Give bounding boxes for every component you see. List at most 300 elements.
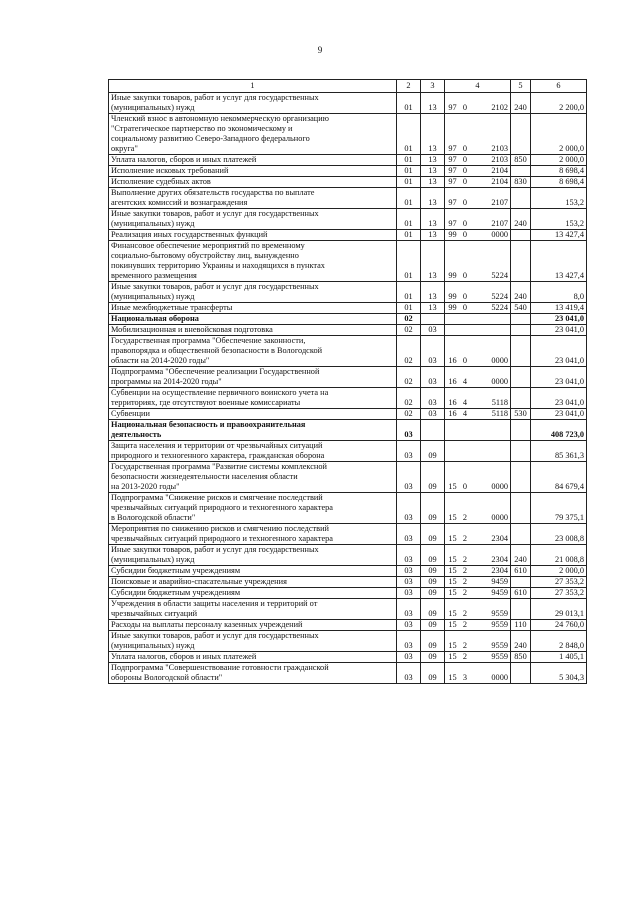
row-expense-type: 610 xyxy=(511,588,531,599)
row-expense-type xyxy=(511,663,531,684)
row-expense-type: 850 xyxy=(511,155,531,166)
target-direction: 2304 xyxy=(491,555,508,564)
target-direction: 2104 xyxy=(491,177,508,186)
row-name: Национальная безопасность и правоохранительная деятельность xyxy=(109,420,397,441)
row-name: Подпрограмма "Обеспечение реализации Государственной программы на 2014-2020 годы" xyxy=(109,367,397,388)
table-row xyxy=(109,166,587,177)
row-expense-type: 530 xyxy=(511,409,531,420)
row-expense-type xyxy=(511,388,531,409)
row-razdel: 01 xyxy=(397,177,421,188)
row-razdel: 03 xyxy=(397,620,421,631)
row-expense-type xyxy=(511,524,531,545)
row-podrazdel: 13 xyxy=(421,209,445,230)
target-program: 97 xyxy=(448,144,457,153)
row-target-article xyxy=(445,441,511,462)
row-podrazdel: 09 xyxy=(421,545,445,566)
target-direction: 9459 xyxy=(491,577,508,586)
target-subprogram: 0 xyxy=(462,271,468,280)
row-amount: 2 200,0 xyxy=(531,93,587,114)
row-amount: 408 723,0 xyxy=(531,420,587,441)
table-row xyxy=(109,114,587,155)
target-program: 99 xyxy=(448,271,457,280)
target-subprogram: 2 xyxy=(462,620,468,629)
target-program: 15 xyxy=(448,513,457,522)
row-razdel: 01 xyxy=(397,282,421,303)
header-col-1: 1 xyxy=(109,80,397,93)
row-razdel: 01 xyxy=(397,93,421,114)
row-target-article xyxy=(445,420,511,441)
target-program: 16 xyxy=(448,356,457,365)
row-amount: 153,2 xyxy=(531,209,587,230)
row-target-article xyxy=(445,325,511,336)
table-row xyxy=(109,367,587,388)
row-name: Мероприятия по снижению рисков и смягчению последствий чрезвычайных ситуаций природного и техногенного характера xyxy=(109,524,397,545)
row-target-article xyxy=(445,336,511,367)
row-name: Выполнение других обязательств государства по выплате агентских комиссий и вознаграждения xyxy=(109,188,397,209)
row-podrazdel: 13 xyxy=(421,177,445,188)
row-name: Субвенции на осуществление первичного воинского учета на территориях, где отсутствуют военные комиссариаты xyxy=(109,388,397,409)
row-target-article xyxy=(445,93,511,114)
row-razdel: 01 xyxy=(397,114,421,155)
row-razdel: 03 xyxy=(397,599,421,620)
target-subprogram: 2 xyxy=(462,609,468,618)
row-name: Подпрограмма "Совершенствование готовности гражданской обороны Вологодской области" xyxy=(109,663,397,684)
table-row xyxy=(109,462,587,493)
row-expense-type xyxy=(511,230,531,241)
row-podrazdel: 09 xyxy=(421,599,445,620)
row-expense-type xyxy=(511,114,531,155)
row-name: Субсидии бюджетным учреждениям xyxy=(109,566,397,577)
target-program: 15 xyxy=(448,555,457,564)
target-program: 15 xyxy=(448,534,457,543)
row-amount: 8,0 xyxy=(531,282,587,303)
target-subprogram: 2 xyxy=(462,641,468,650)
table-row xyxy=(109,303,587,314)
target-direction: 2103 xyxy=(491,155,508,164)
row-podrazdel: 09 xyxy=(421,631,445,652)
target-direction: 0000 xyxy=(491,482,508,491)
row-razdel: 03 xyxy=(397,663,421,684)
row-amount: 23 041,0 xyxy=(531,367,587,388)
table-row xyxy=(109,155,587,166)
row-name: Поисковые и аварийно-спасательные учреждения xyxy=(109,577,397,588)
row-podrazdel: 13 xyxy=(421,303,445,314)
row-expense-type: 830 xyxy=(511,177,531,188)
row-target-article xyxy=(445,566,511,577)
target-program: 15 xyxy=(448,641,457,650)
row-amount: 79 375,1 xyxy=(531,493,587,524)
row-razdel: 02 xyxy=(397,409,421,420)
target-subprogram: 0 xyxy=(462,292,468,301)
row-expense-type xyxy=(511,188,531,209)
row-name: Учреждения в области защиты населения и территорий от чрезвычайных ситуаций xyxy=(109,599,397,620)
row-amount: 85 361,3 xyxy=(531,441,587,462)
row-expense-type xyxy=(511,441,531,462)
target-direction: 0000 xyxy=(491,230,508,239)
row-target-article xyxy=(445,663,511,684)
row-target-article xyxy=(445,241,511,282)
row-podrazdel xyxy=(421,420,445,441)
row-name: Субвенции xyxy=(109,409,397,420)
row-expense-type xyxy=(511,577,531,588)
target-direction: 2102 xyxy=(491,103,508,112)
target-direction: 2304 xyxy=(491,534,508,543)
row-expense-type xyxy=(511,314,531,325)
row-expense-type xyxy=(511,241,531,282)
target-program: 99 xyxy=(448,303,457,312)
row-target-article xyxy=(445,599,511,620)
row-podrazdel: 03 xyxy=(421,336,445,367)
row-target-article xyxy=(445,230,511,241)
row-amount: 24 760,0 xyxy=(531,620,587,631)
row-podrazdel: 09 xyxy=(421,524,445,545)
row-razdel: 03 xyxy=(397,588,421,599)
table-row xyxy=(109,93,587,114)
row-target-article xyxy=(445,652,511,663)
target-direction: 2107 xyxy=(491,198,508,207)
row-expense-type: 110 xyxy=(511,620,531,631)
target-direction: 2104 xyxy=(491,166,508,175)
row-expense-type: 540 xyxy=(511,303,531,314)
row-name: Иные закупки товаров, работ и услуг для государственных (муниципальных) нужд xyxy=(109,282,397,303)
row-podrazdel: 03 xyxy=(421,367,445,388)
row-expense-type: 240 xyxy=(511,209,531,230)
row-podrazdel: 13 xyxy=(421,93,445,114)
row-amount: 8 698,4 xyxy=(531,166,587,177)
row-target-article xyxy=(445,388,511,409)
target-subprogram: 2 xyxy=(462,588,468,597)
target-direction: 9459 xyxy=(491,588,508,597)
target-direction: 2107 xyxy=(491,219,508,228)
target-subprogram: 4 xyxy=(462,398,468,407)
row-podrazdel: 13 xyxy=(421,188,445,209)
row-amount: 27 353,2 xyxy=(531,577,587,588)
row-amount: 23 008,8 xyxy=(531,524,587,545)
table-row xyxy=(109,420,587,441)
header-col-2: 2 xyxy=(397,80,421,93)
table-row xyxy=(109,566,587,577)
row-amount: 2 000,0 xyxy=(531,114,587,155)
row-podrazdel xyxy=(421,314,445,325)
target-direction: 9559 xyxy=(491,652,508,661)
row-expense-type xyxy=(511,166,531,177)
target-subprogram: 2 xyxy=(462,513,468,522)
row-razdel: 03 xyxy=(397,420,421,441)
header-col-4: 4 xyxy=(445,80,511,93)
row-target-article xyxy=(445,114,511,155)
target-subprogram: 3 xyxy=(462,673,468,682)
row-razdel: 03 xyxy=(397,566,421,577)
target-subprogram: 0 xyxy=(462,177,468,186)
row-expense-type: 240 xyxy=(511,545,531,566)
row-expense-type: 240 xyxy=(511,631,531,652)
target-program: 15 xyxy=(448,482,457,491)
row-expense-type: 240 xyxy=(511,93,531,114)
row-name: Государственная программа "Обеспечение законности, правопорядка и общественной безопасности в Вологодской области на 2014-2020 годы" xyxy=(109,336,397,367)
row-razdel: 01 xyxy=(397,188,421,209)
row-target-article xyxy=(445,409,511,420)
row-podrazdel: 09 xyxy=(421,462,445,493)
row-podrazdel: 09 xyxy=(421,577,445,588)
target-subprogram: 0 xyxy=(462,198,468,207)
header-row xyxy=(109,80,587,93)
target-program: 16 xyxy=(448,409,457,418)
table-row xyxy=(109,188,587,209)
row-podrazdel: 13 xyxy=(421,114,445,155)
row-name: Реализация иных государственных функций xyxy=(109,230,397,241)
target-program: 97 xyxy=(448,103,457,112)
target-direction: 0000 xyxy=(491,356,508,365)
target-subprogram: 4 xyxy=(462,409,468,418)
row-target-article xyxy=(445,209,511,230)
row-podrazdel: 09 xyxy=(421,493,445,524)
row-target-article xyxy=(445,545,511,566)
target-subprogram: 0 xyxy=(462,219,468,228)
target-subprogram: 0 xyxy=(462,166,468,175)
row-podrazdel: 09 xyxy=(421,588,445,599)
target-subprogram: 0 xyxy=(462,230,468,239)
target-program: 16 xyxy=(448,377,457,386)
page-number: 9 xyxy=(317,45,323,55)
table-row xyxy=(109,493,587,524)
row-podrazdel: 13 xyxy=(421,166,445,177)
target-subprogram: 0 xyxy=(462,144,468,153)
row-name: Уплата налогов, сборов и иных платежей xyxy=(109,155,397,166)
row-target-article xyxy=(445,155,511,166)
table-row xyxy=(109,282,587,303)
row-amount: 84 679,4 xyxy=(531,462,587,493)
target-program: 15 xyxy=(448,566,457,575)
row-razdel: 01 xyxy=(397,230,421,241)
row-name: Иные закупки товаров, работ и услуг для государственных (муниципальных) нужд xyxy=(109,545,397,566)
row-razdel: 03 xyxy=(397,631,421,652)
row-name: Исполнение судебных актов xyxy=(109,177,397,188)
target-direction: 5118 xyxy=(491,409,508,418)
row-expense-type xyxy=(511,367,531,388)
table-row xyxy=(109,209,587,230)
row-name: Иные закупки товаров, работ и услуг для государственных (муниципальных) нужд xyxy=(109,209,397,230)
row-amount: 23 041,0 xyxy=(531,325,587,336)
table-row xyxy=(109,314,587,325)
target-program: 15 xyxy=(448,652,457,661)
target-subprogram: 2 xyxy=(462,577,468,586)
row-amount: 2 000,0 xyxy=(531,566,587,577)
target-direction: 9559 xyxy=(491,620,508,629)
row-name: Защита населения и территории от чрезвычайных ситуаций природного и техногенного характера, гражданская оборона xyxy=(109,441,397,462)
target-subprogram: 0 xyxy=(462,303,468,312)
row-name: Финансовое обеспечение мероприятий по временному социально-бытовому обустройству лиц, вынужденно покинувших территорию Украины и находящихся в пунктах временного размещения xyxy=(109,241,397,282)
row-name: Национальная оборона xyxy=(109,314,397,325)
target-program: 15 xyxy=(448,588,457,597)
table-row xyxy=(109,524,587,545)
row-podrazdel: 13 xyxy=(421,241,445,282)
row-razdel: 01 xyxy=(397,166,421,177)
row-razdel: 01 xyxy=(397,303,421,314)
row-podrazdel: 09 xyxy=(421,652,445,663)
table-row xyxy=(109,577,587,588)
target-program: 15 xyxy=(448,577,457,586)
row-razdel: 03 xyxy=(397,545,421,566)
row-razdel: 01 xyxy=(397,209,421,230)
budget-table xyxy=(108,79,587,684)
row-expense-type: 610 xyxy=(511,566,531,577)
row-podrazdel: 09 xyxy=(421,620,445,631)
row-razdel: 03 xyxy=(397,462,421,493)
target-subprogram: 0 xyxy=(462,103,468,112)
row-razdel: 02 xyxy=(397,336,421,367)
row-target-article xyxy=(445,588,511,599)
row-amount: 23 041,0 xyxy=(531,314,587,325)
target-program: 99 xyxy=(448,230,457,239)
target-subprogram: 0 xyxy=(462,482,468,491)
row-amount: 23 041,0 xyxy=(531,388,587,409)
row-name: Государственная программа "Развитие системы комплексной безопасности жизнедеятельности населения области на 2013-2020 годы" xyxy=(109,462,397,493)
row-target-article xyxy=(445,462,511,493)
table-body xyxy=(109,93,587,684)
row-target-article xyxy=(445,303,511,314)
row-razdel: 03 xyxy=(397,524,421,545)
row-podrazdel: 09 xyxy=(421,441,445,462)
row-razdel: 03 xyxy=(397,577,421,588)
table-row xyxy=(109,177,587,188)
row-name: Исполнение исковых требований xyxy=(109,166,397,177)
row-amount: 2 000,0 xyxy=(531,155,587,166)
row-expense-type xyxy=(511,420,531,441)
row-razdel: 03 xyxy=(397,441,421,462)
table-row xyxy=(109,652,587,663)
target-subprogram: 0 xyxy=(462,155,468,164)
row-amount: 29 013,1 xyxy=(531,599,587,620)
row-target-article xyxy=(445,177,511,188)
row-razdel: 01 xyxy=(397,155,421,166)
target-program: 97 xyxy=(448,155,457,164)
target-direction: 0000 xyxy=(491,513,508,522)
row-amount: 21 008,8 xyxy=(531,545,587,566)
row-amount: 13 427,4 xyxy=(531,230,587,241)
row-target-article xyxy=(445,577,511,588)
table-row xyxy=(109,545,587,566)
row-expense-type: 240 xyxy=(511,282,531,303)
row-podrazdel: 09 xyxy=(421,566,445,577)
target-subprogram: 0 xyxy=(462,356,468,365)
row-target-article xyxy=(445,620,511,631)
target-direction: 5224 xyxy=(491,292,508,301)
row-amount: 5 304,3 xyxy=(531,663,587,684)
table-row xyxy=(109,441,587,462)
target-program: 97 xyxy=(448,198,457,207)
row-amount: 2 848,0 xyxy=(531,631,587,652)
row-razdel: 02 xyxy=(397,388,421,409)
target-direction: 0000 xyxy=(491,377,508,386)
target-program: 15 xyxy=(448,673,457,682)
header-col-3: 3 xyxy=(421,80,445,93)
row-name: Субсидии бюджетным учреждениям xyxy=(109,588,397,599)
target-program: 16 xyxy=(448,398,457,407)
row-name: Расходы на выплаты персоналу казенных учреждений xyxy=(109,620,397,631)
target-direction: 5224 xyxy=(491,271,508,280)
target-subprogram: 2 xyxy=(462,534,468,543)
row-name: Уплата налогов, сборов и иных платежей xyxy=(109,652,397,663)
table-row xyxy=(109,241,587,282)
row-amount: 153,2 xyxy=(531,188,587,209)
row-razdel: 02 xyxy=(397,325,421,336)
table-header xyxy=(109,80,587,93)
target-direction: 9559 xyxy=(491,609,508,618)
row-razdel: 01 xyxy=(397,241,421,282)
target-direction: 5224 xyxy=(491,303,508,312)
table-row xyxy=(109,599,587,620)
row-name: Иные закупки товаров, работ и услуг для государственных (муниципальных) нужд xyxy=(109,93,397,114)
target-subprogram: 2 xyxy=(462,652,468,661)
target-program: 15 xyxy=(448,609,457,618)
row-target-article xyxy=(445,282,511,303)
row-amount: 27 353,2 xyxy=(531,588,587,599)
row-target-article xyxy=(445,367,511,388)
row-amount: 1 405,1 xyxy=(531,652,587,663)
table-row xyxy=(109,631,587,652)
target-direction: 2304 xyxy=(491,566,508,575)
row-podrazdel: 03 xyxy=(421,325,445,336)
row-razdel: 02 xyxy=(397,367,421,388)
target-program: 99 xyxy=(448,292,457,301)
row-amount: 23 041,0 xyxy=(531,336,587,367)
row-amount: 13 419,4 xyxy=(531,303,587,314)
target-direction: 0000 xyxy=(491,673,508,682)
row-target-article xyxy=(445,166,511,177)
row-podrazdel: 13 xyxy=(421,230,445,241)
row-expense-type xyxy=(511,336,531,367)
target-program: 97 xyxy=(448,166,457,175)
row-target-article xyxy=(445,314,511,325)
header-col-6: 6 xyxy=(531,80,587,93)
target-subprogram: 4 xyxy=(462,377,468,386)
row-razdel: 02 xyxy=(397,314,421,325)
target-program: 97 xyxy=(448,177,457,186)
table-row xyxy=(109,409,587,420)
table-row xyxy=(109,663,587,684)
row-podrazdel: 09 xyxy=(421,663,445,684)
row-amount: 23 041,0 xyxy=(531,409,587,420)
row-podrazdel: 03 xyxy=(421,409,445,420)
target-program: 97 xyxy=(448,219,457,228)
row-target-article xyxy=(445,524,511,545)
table-row xyxy=(109,325,587,336)
target-direction: 2103 xyxy=(491,144,508,153)
row-podrazdel: 03 xyxy=(421,388,445,409)
table-row xyxy=(109,620,587,631)
row-expense-type xyxy=(511,493,531,524)
table-row xyxy=(109,336,587,367)
row-name: Иные межбюджетные трансферты xyxy=(109,303,397,314)
row-name: Мобилизационная и вневойсковая подготовка xyxy=(109,325,397,336)
target-direction: 5118 xyxy=(491,398,508,407)
row-expense-type xyxy=(511,599,531,620)
target-program: 15 xyxy=(448,620,457,629)
row-name: Членский взнос в автономную некоммерческую организацию "Стратегическое партнерство по экономическому и социальному развитию Северо-Западного федерального округа" xyxy=(109,114,397,155)
row-podrazdel: 13 xyxy=(421,282,445,303)
row-razdel: 03 xyxy=(397,652,421,663)
target-subprogram: 2 xyxy=(462,555,468,564)
row-amount: 13 427,4 xyxy=(531,241,587,282)
row-amount: 8 698,4 xyxy=(531,177,587,188)
row-name: Подпрограмма "Снижение рисков и смягчение последствий чрезвычайных ситуаций природного и техногенного характера в Вологодской области" xyxy=(109,493,397,524)
row-target-article xyxy=(445,631,511,652)
header-col-5: 5 xyxy=(511,80,531,93)
row-name: Иные закупки товаров, работ и услуг для государственных (муниципальных) нужд xyxy=(109,631,397,652)
row-expense-type xyxy=(511,325,531,336)
row-expense-type xyxy=(511,462,531,493)
row-expense-type: 850 xyxy=(511,652,531,663)
